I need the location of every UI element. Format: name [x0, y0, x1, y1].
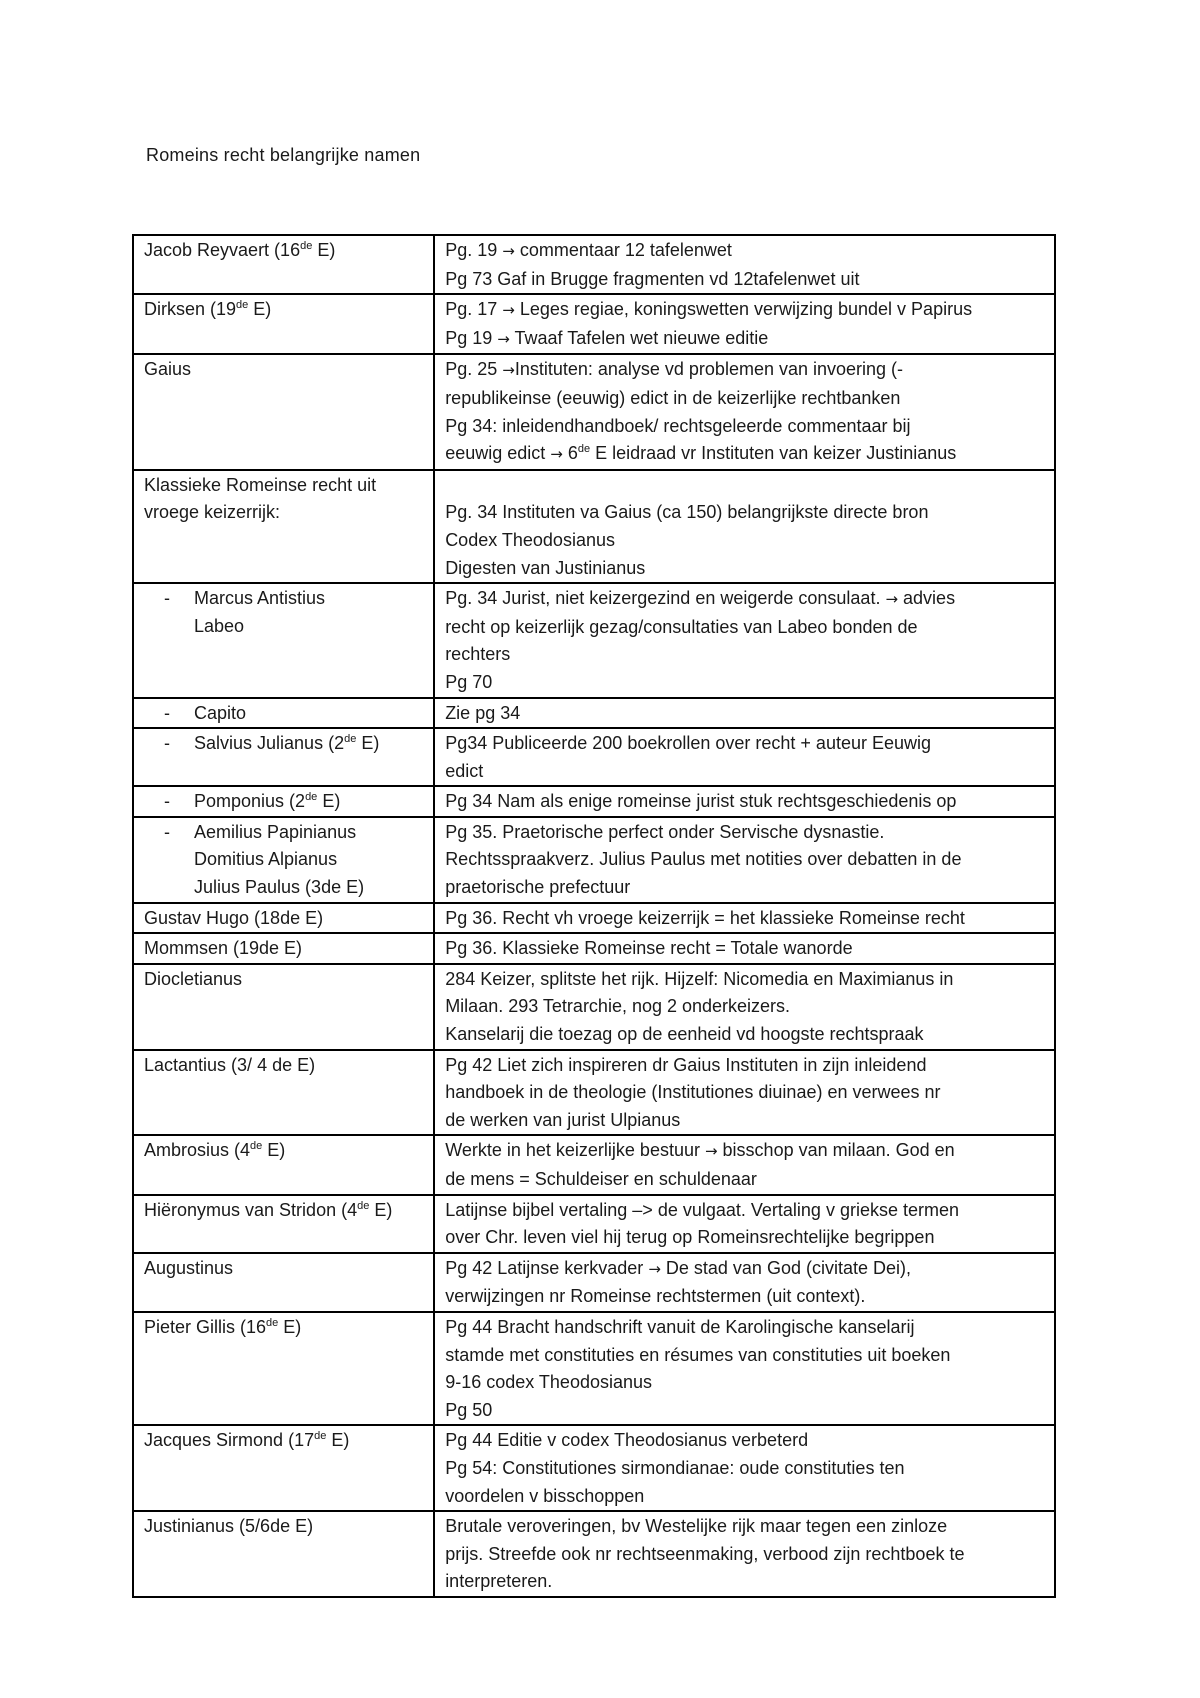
- info-text: stamde met constituties en résumes van constituties uit boeken: [445, 1344, 951, 1365]
- info-text: Brutale veroveringen, bv Westelijke rijk maar tegen een zinloze: [445, 1516, 948, 1537]
- table-row: [133, 1135, 1055, 1194]
- info-text: praetorische prefectuur: [445, 877, 631, 898]
- list-dash: -: [164, 791, 170, 812]
- table-row: [133, 354, 1055, 469]
- arrow-right-icon: →: [648, 1259, 661, 1278]
- name-text: Labeo: [194, 615, 245, 636]
- name-text: Aemilius Papinianus: [194, 821, 357, 842]
- info-text: Pg 42 Liet zich inspireren dr Gaius Instituten in zijn inleidend: [445, 1054, 927, 1075]
- name-cell: [133, 1312, 434, 1425]
- arrow-right-icon: →: [502, 301, 515, 320]
- info-text: Pg 19 → Twaaf Tafelen wet nieuwe editie: [445, 327, 769, 348]
- name-text: Capito: [194, 702, 247, 723]
- info-text: Latijnse bijbel vertaling –> de vulgaat. Vertaling v griekse termen: [445, 1199, 959, 1220]
- info-text: edict: [445, 760, 484, 781]
- table-row: [133, 728, 1055, 786]
- info-cell: [434, 1135, 1055, 1194]
- table-row: [133, 933, 1055, 964]
- arrow-right-icon: →: [885, 590, 899, 609]
- name-text: Augustinus: [144, 1257, 234, 1278]
- name-text: Jacob Reyvaert (16de E): [144, 240, 336, 260]
- table-row: [133, 1425, 1055, 1511]
- table-row: [133, 1312, 1055, 1425]
- info-cell: [434, 786, 1055, 817]
- info-cell: [434, 583, 1055, 697]
- arrow-right-icon: →: [502, 242, 515, 260]
- info-text: interpreteren.: [445, 1571, 553, 1592]
- info-text: Pg. 34 Instituten va Gaius (ca 150) belangrijkste directe bron: [445, 502, 929, 523]
- info-text: verwijzingen nr Romeinse rechtstermen (uit context).: [445, 1286, 866, 1307]
- info-text: Pg. 19 → commentaar 12 tafelenwet: [445, 240, 732, 260]
- name-cell: [133, 470, 434, 583]
- list-dash: -: [164, 588, 170, 609]
- name-text: Hiëronymus van Stridon (4de E): [144, 1199, 393, 1220]
- arrow-right-icon: →: [502, 361, 515, 380]
- name-text: Jacques Sirmond (17de E): [144, 1430, 350, 1451]
- info-text: rechters: [445, 644, 511, 665]
- name-cell: [133, 583, 434, 697]
- info-text: eeuwig edict → 6de E leidraad vr Instituten van keizer Justinianus: [445, 443, 957, 464]
- table-row: [133, 903, 1055, 934]
- info-cell: [434, 964, 1055, 1050]
- info-text: Pg 70: [445, 671, 493, 692]
- name-cell: [133, 235, 434, 294]
- info-cell: [434, 1253, 1055, 1312]
- table-row: [133, 294, 1055, 354]
- info-cell: [434, 728, 1055, 786]
- info-text: de werken van jurist Ulpianus: [445, 1109, 681, 1130]
- info-cell: [434, 933, 1055, 964]
- name-cell: [133, 964, 434, 1050]
- info-cell: [434, 1511, 1055, 1597]
- table-row: [133, 583, 1055, 697]
- info-text: republikeinse (eeuwig) edict in de keizerlijke rechtbanken: [445, 387, 901, 408]
- name-text: Mommsen (19de E): [144, 938, 303, 959]
- table-row: [133, 1050, 1055, 1136]
- name-cell: [133, 903, 434, 934]
- info-cell: [434, 903, 1055, 934]
- list-dash: -: [164, 702, 170, 723]
- document-title: Romeins recht belangrijke namen: [146, 145, 421, 165]
- table-row: [133, 1511, 1055, 1597]
- name-cell: [133, 294, 434, 354]
- info-text: Pg 50: [445, 1399, 493, 1420]
- table-row: [133, 698, 1055, 729]
- name-cell: [133, 728, 434, 786]
- info-text: 9-16 codex Theodosianus: [445, 1372, 653, 1393]
- info-text: Kanselarij die toezag op de eenheid vd hoogste rechtspraak: [445, 1024, 924, 1045]
- table-row: [133, 964, 1055, 1050]
- info-text: Pg 44 Bracht handschrift vanuit de Karolingische kanselarij: [445, 1316, 915, 1337]
- info-text: 284 Keizer, splitste het rijk. Hijzelf: Nicomedia en Maximianus in: [445, 968, 954, 989]
- info-text: voordelen v bisschoppen: [445, 1485, 645, 1506]
- name-text: Gaius: [144, 359, 192, 380]
- info-cell: [434, 817, 1055, 903]
- info-text: de mens = Schuldeiser en schuldenaar: [445, 1169, 757, 1189]
- table-row: [133, 470, 1055, 583]
- info-text: recht op keizerlijk gezag/consultaties van Labeo bonden de: [445, 616, 918, 637]
- info-text: Pg 36. Klassieke Romeinse recht = Totale wanorde: [445, 938, 853, 959]
- info-text: handboek in de theologie (Institutiones diuinae) en verwees nr: [445, 1082, 941, 1103]
- table-row: [133, 1253, 1055, 1312]
- info-cell: [434, 1195, 1055, 1253]
- name-cell: [133, 817, 434, 903]
- info-text: Pg. 34 Jurist, niet keizergezind en weigerde consulaat. → advies: [445, 588, 956, 609]
- info-text: [445, 472, 1044, 500]
- name-text: Gustav Hugo (18de E): [144, 907, 324, 928]
- table-row: [133, 1195, 1055, 1253]
- info-cell: [434, 1425, 1055, 1511]
- info-text: Pg 73 Gaf in Brugge fragmenten vd 12tafelenwet uit: [445, 268, 860, 289]
- info-text: Pg. 25 →Instituten: analyse vd problemen van invoering (-: [445, 359, 904, 380]
- info-text: Pg 42 Latijnse kerkvader → De stad van God (civitate Dei),: [445, 1257, 911, 1278]
- name-cell: [133, 1253, 434, 1312]
- info-text: Rechtsspraakverz. Julius Paulus met notities over debatten in de: [445, 849, 962, 870]
- name-text: Justinianus (5/6de E): [144, 1516, 314, 1537]
- info-text: Zie pg 34: [445, 702, 521, 723]
- info-cell: [434, 1050, 1055, 1136]
- name-text: Marcus Antistius: [194, 588, 326, 609]
- name-cell: [133, 698, 434, 729]
- arrow-right-icon: →: [497, 329, 510, 348]
- name-cell: [133, 1511, 434, 1597]
- name-cell: [133, 786, 434, 817]
- names-table: [132, 234, 1056, 1598]
- info-cell: [434, 470, 1055, 583]
- info-text: Werkte in het keizerlijke bestuur → bisschop van milaan. God en: [445, 1140, 955, 1161]
- info-text: Pg. 17 → Leges regiae, koningswetten verwijzing bundel v Papirus: [445, 299, 973, 320]
- name-text: Pieter Gillis (16de E): [144, 1316, 302, 1337]
- name-text: Ambrosius (4de E): [144, 1140, 286, 1161]
- arrow-right-icon: →: [704, 1142, 718, 1161]
- name-cell: [133, 354, 434, 469]
- info-text: Codex Theodosianus: [445, 529, 615, 550]
- info-cell: [434, 698, 1055, 729]
- info-text: Pg 44 Editie v codex Theodosianus verbeterd: [445, 1430, 809, 1451]
- name-text: vroege keizerrijk:: [144, 502, 281, 523]
- info-text: Pg 54: Constitutiones sirmondianae: oude constituties ten: [445, 1457, 905, 1478]
- name-cell: [133, 1135, 434, 1194]
- info-cell: [434, 354, 1055, 469]
- table-row: [133, 817, 1055, 903]
- name-cell: [133, 1195, 434, 1253]
- list-dash: -: [164, 821, 170, 842]
- name-text: Domitius Alpianus: [194, 849, 338, 870]
- name-cell: [133, 933, 434, 964]
- info-cell: [434, 294, 1055, 354]
- info-text: Digesten van Justinianus: [445, 557, 646, 578]
- info-text: over Chr. leven viel hij terug op Romeinsrechtelijke begrippen: [445, 1227, 935, 1248]
- name-text: Dirksen (19de E): [144, 299, 272, 320]
- info-cell: [434, 1312, 1055, 1425]
- arrow-right-icon: →: [550, 445, 563, 464]
- name-text: Pomponius (2de E): [194, 791, 341, 812]
- name-cell: [133, 1425, 434, 1511]
- name-text: Diocletianus: [144, 968, 243, 989]
- name-text: Julius Paulus (3de E): [194, 877, 365, 898]
- name-text: Klassieke Romeinse recht uit: [144, 474, 377, 495]
- info-text: Milaan. 293 Tetrarchie, nog 2 onderkeizers.: [445, 996, 791, 1017]
- info-text: Pg 34: inleidendhandboek/ rechtsgeleerde commentaar bij: [445, 415, 911, 436]
- name-text: Salvius Julianus (2de E): [194, 733, 380, 754]
- list-dash: -: [164, 733, 170, 754]
- name-cell: [133, 1050, 434, 1136]
- name-text: Lactantius (3/ 4 de E): [144, 1054, 316, 1075]
- info-text: Pg 36. Recht vh vroege keizerrijk = het klassieke Romeinse recht: [445, 907, 965, 928]
- table-row: [133, 235, 1055, 294]
- info-text: Pg 35. Praetorische perfect onder Servische dysnastie.: [445, 821, 885, 842]
- names-table-body: [133, 235, 1055, 1597]
- table-row: [133, 786, 1055, 817]
- info-text: Pg 34 Nam als enige romeinse jurist stuk rechtsgeschiedenis op: [445, 791, 957, 812]
- info-cell: [434, 235, 1055, 294]
- info-text: prijs. Streefde ook nr rechtseenmaking, verbood zijn rechtboek te: [445, 1543, 965, 1564]
- info-text: Pg34 Publiceerde 200 boekrollen over recht + auteur Eeuwig: [445, 733, 932, 754]
